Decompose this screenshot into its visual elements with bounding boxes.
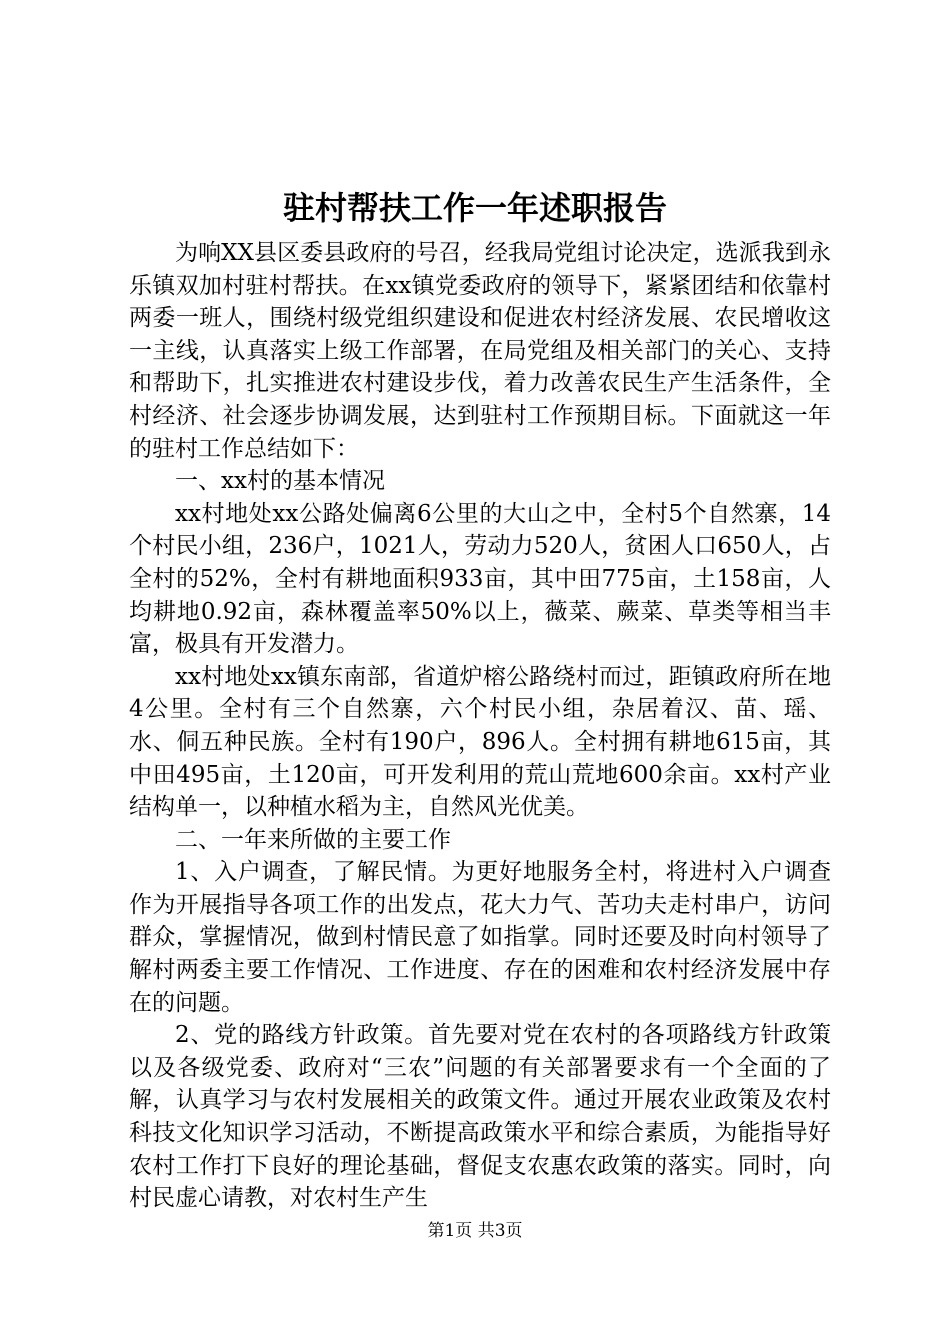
- document-title: 驻村帮扶工作一年述职报告: [282, 189, 667, 227]
- paragraph-policy-study: 2、党的路线方针政策。首先要对党在农村的各项路线方针政策以及各级党委、政府对“三农”问题的有关部署要求有一个全面的了解，认真学习与农村发展相关的政策文件。通过开展农业政策及农村科技文化知识学习活动，不断提高政策水平和综合素质，为能指导好农村工作打下良好的理论基础，督促支农惠农政策的落实。同时，向村民虚心请教，对农村生产生: [129, 1022, 831, 1212]
- document-body: [129, 237, 831, 1215]
- paragraph-village-overview: xx村地处xx公路处偏离6公里的大山之中，全村5个自然寨，14个村民小组，236户，1021人，劳动力520人，贫困人口650人，占全村的52%，全村有耕地面积933亩，其中田775亩，土158亩，人均耕地0.92亩，森林覆盖率50%以上，薇菜、蕨菜、草类等相当丰富，极具有开发潜力。: [129, 500, 831, 658]
- paragraph-intro: 为响XX县区委县政府的号召，经我局党组讨论决定，选派我到永乐镇双加村驻村帮扶。在xx镇党委政府的领导下，紧紧团结和依靠村两委一班人，围绕村级党组织建设和促进农村经济发展、农民增收这一主线，认真落实上级工作部署，在局党组及相关部门的关心、支持和帮助下，扎实推进农村建设步伐，着力改善农民生产生活条件，全村经济、社会逐步协调发展，达到驻村工作预期目标。下面就这一年的驻村工作总结如下：: [129, 240, 831, 462]
- paragraph-village-location: xx村地处xx镇东南部，省道炉榕公路绕村而过，距镇政府所在地4公里。全村有三个自然寨，六个村民小组，杂居着汉、苗、瑶、水、侗五种民族。全村有190户，896人。全村拥有耕地615亩，其中田495亩，土120亩，可开发利用的荒山荒地600余亩。xx村产业结构单一，以种植水稻为主，自然风光优美。: [129, 663, 831, 821]
- section-heading-1: 一、xx村的基本情况: [175, 468, 385, 495]
- paragraph-household-survey: 1、入户调查，了解民情。为更好地服务全村，将进村入户调查作为开展指导各项工作的出发点，花大力气、苦功夫走村串户，访问群众，掌握情况，做到村情民意了如指掌。同时还要及时向村领导了解村两委主要工作情况、工作进度、存在的困难和农村经济发展中存在的问题。: [129, 859, 831, 1016]
- section-heading-2: 二、一年来所做的主要工作: [175, 826, 451, 853]
- page-footer: 第1页 共3页: [427, 1221, 523, 1241]
